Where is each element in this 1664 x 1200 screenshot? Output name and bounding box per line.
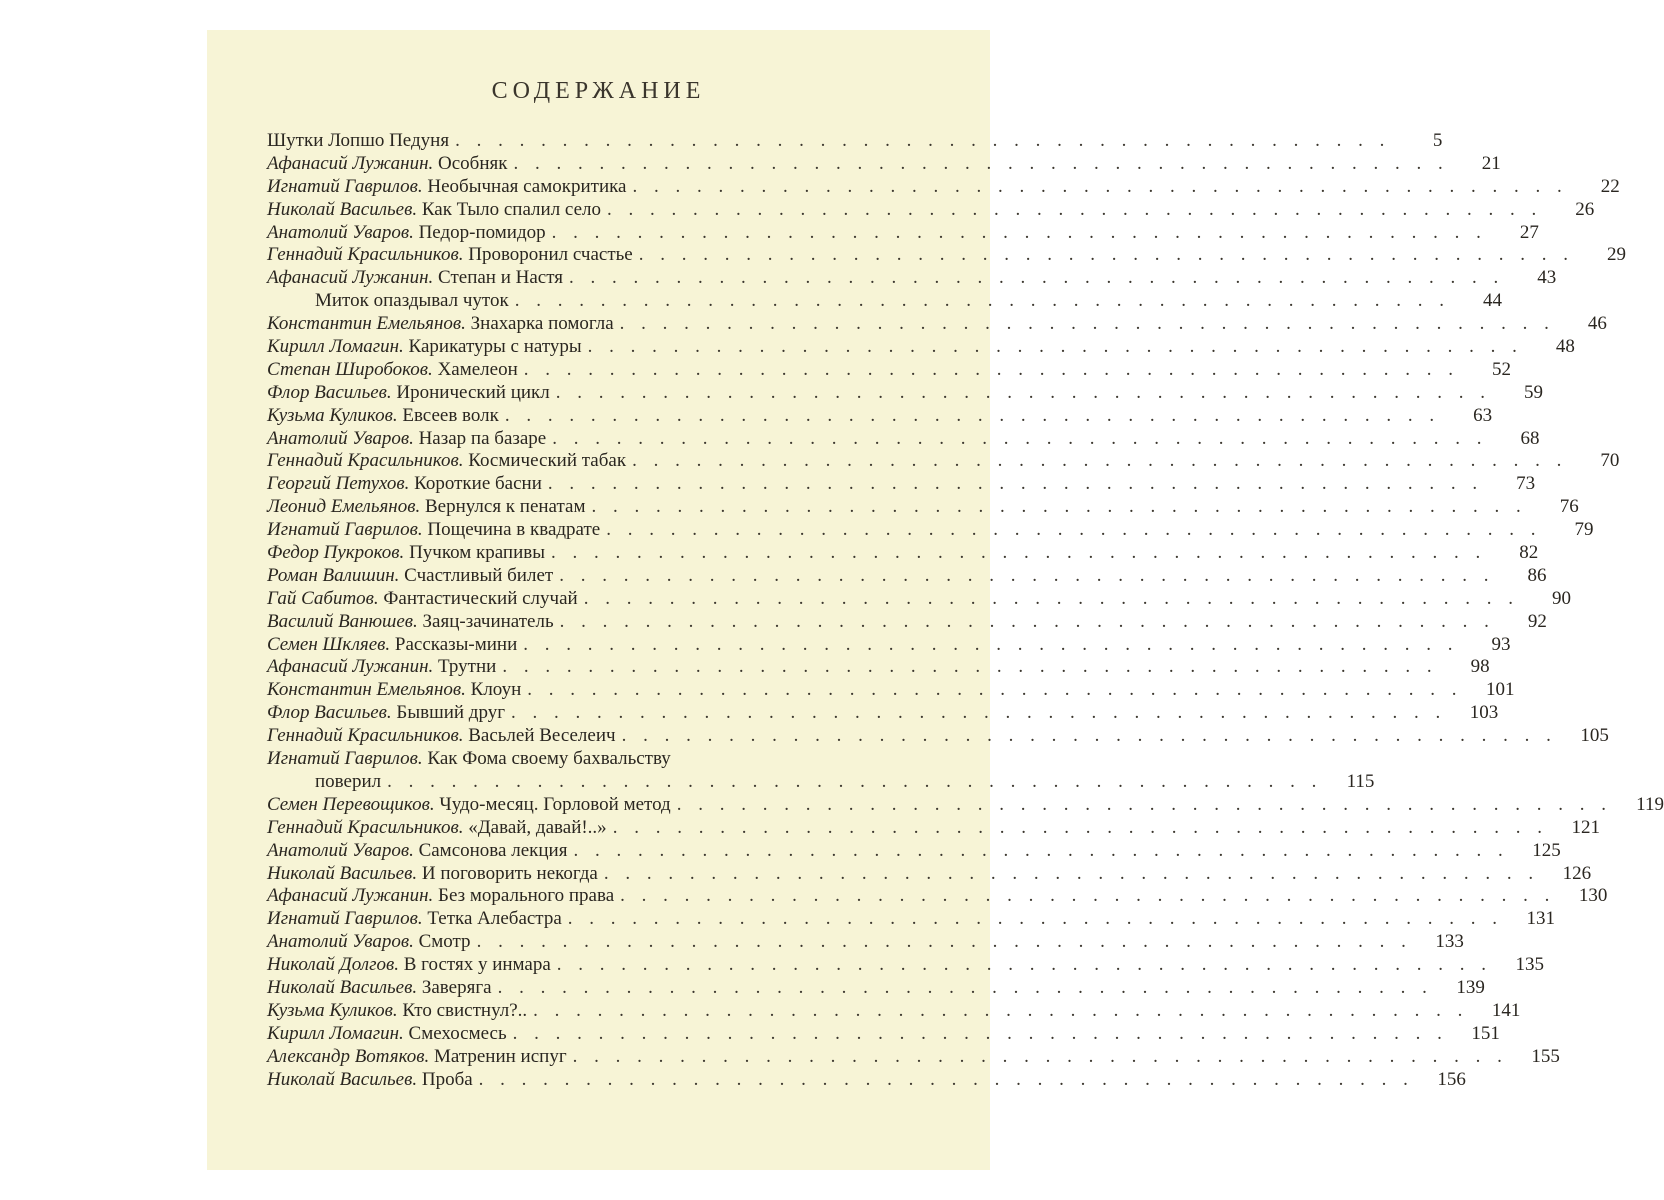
toc-author: Кузьма Куликов. — [267, 404, 398, 426]
toc-title: Проба — [421, 1068, 473, 1090]
toc-entry-text — [267, 1046, 1508, 1069]
toc-page-number: 155 — [1531, 1045, 1560, 1067]
toc-entry-text — [267, 725, 1557, 748]
toc-author: Анатолий Уваров. — [267, 427, 414, 449]
leader-dots: . . . . . . . . . . . . . . . . . . . . . . . . . . . . . . . . . . . . . . . . . . . . — [555, 381, 1491, 403]
toc-page-number: 27 — [1519, 221, 1539, 243]
toc-title: Самсонова лекция — [418, 839, 568, 861]
toc-author: Федор Пукроков. — [267, 542, 405, 564]
toc-entry-text — [267, 817, 1548, 840]
toc-entry — [267, 152, 1501, 176]
toc-page-number: 101 — [1486, 679, 1515, 701]
toc-entry — [267, 1068, 1466, 1092]
toc-entry-text — [267, 977, 1433, 1000]
toc-author: Константин Емельянов. — [267, 679, 466, 701]
toc-entry-text — [267, 863, 1539, 886]
toc-author: Кирилл Ломагин. — [267, 1022, 404, 1044]
toc-title: Фантастический случай — [383, 587, 578, 609]
toc-entry-text — [267, 519, 1541, 542]
leader-dots: . . . . . . . . . . . . . . . . . . . . . . . . . . . . . . . . . . . . . . . . . . . . — [583, 587, 1519, 609]
toc-entry-text — [267, 382, 1491, 405]
leader-dots: . . . . . . . . . . . . . . . . . . . . . . . . . . . . . . . . . . . . . . . . . . . . — [619, 313, 1555, 335]
toc-entry-text — [267, 1023, 1448, 1046]
toc-entry — [267, 702, 1499, 725]
toc-title: Знахарка помогла — [470, 313, 614, 335]
toc-title: И поговорить некогда — [421, 862, 598, 884]
leader-dots: . . . . . . . . . . . . . . . . . . . . . . . . . . . . . . . . . . . . . . . . . . . . — [573, 839, 1509, 861]
leader-dots: . . . . . . . . . . . . . . . . . . . . . . . . . . . . . . . . . . . . . . . . . . . . — [612, 816, 1548, 838]
toc-entry-text — [267, 931, 1412, 954]
leader-dots: . . . . . . . . . . . . . . . . . . . . . . . . . . . . . . . . . . . . . . . . . . . . — [502, 656, 1438, 678]
toc-entry — [267, 496, 1579, 519]
toc-entry-text — [267, 634, 1459, 657]
toc-page-number: 135 — [1515, 954, 1545, 976]
toc-entry-text — [267, 1069, 1414, 1092]
toc-author: Анатолий Уваров. — [267, 931, 414, 953]
toc-page-number: 141 — [1491, 999, 1521, 1021]
toc-page-number: 133 — [1435, 931, 1464, 953]
toc-author: Кузьма Куликов. — [267, 999, 398, 1021]
toc-title: Без морального права — [438, 885, 615, 907]
toc-entry-text — [267, 153, 1449, 176]
toc-author: Геннадий Красильников. — [267, 450, 464, 472]
toc-entry — [267, 587, 1571, 611]
toc-page-number: 156 — [1437, 1068, 1466, 1090]
leader-dots: . . . . . . . . . . . . . . . . . . . . . . . . . . . . . . . . . . . . . . . . . . . . — [621, 725, 1557, 747]
toc-author: Игнатий Гаврилов. — [267, 748, 423, 770]
toc-page-number: 29 — [1606, 244, 1626, 266]
toc-title: Миток опаздывал чуток — [315, 290, 509, 312]
toc-title: Карикатуры с натуры — [408, 336, 582, 358]
toc-title: Смехосмесь — [408, 1022, 507, 1044]
toc-entry — [267, 1022, 1500, 1046]
toc-entry — [267, 175, 1620, 199]
toc-title: Заверяга — [421, 976, 492, 998]
leader-dots: . . . . . . . . . . . . . . . . . . . . . . . . . . . . . . . . . . . . . . . . . . . . — [523, 633, 1459, 655]
toc-entry — [267, 748, 885, 771]
toc-author: Николай Васильев. — [267, 976, 418, 998]
toc-entry-text — [267, 267, 1504, 290]
leader-dots: . . . . . . . . . . . . . . . . . . . . . . . . . . . . . . . . . . . . . . . . . . . . — [533, 999, 1469, 1021]
toc-author: Геннадий Красильников. — [267, 816, 464, 838]
toc-author: Николай Васильев. — [267, 198, 418, 220]
toc-author: Николай Долгов. — [267, 954, 399, 976]
toc-author: Афанасий Лужанин. — [267, 885, 434, 907]
toc-entry-text — [267, 794, 1612, 817]
leader-dots: . . . . . . . . . . . . . . . . . . . . . . . . . . . . . . . . . . . . . . . . . . . . — [497, 976, 1433, 998]
leader-dots: . . . . . . . . . . . . . . . . . . . . . . . . . . . . . . . . . . . . . . . . . . . . — [559, 564, 1495, 586]
toc-title: Счастливый билет — [404, 564, 554, 586]
toc-entry — [267, 336, 1575, 359]
toc-author: Игнатий Гаврилов. — [267, 519, 423, 541]
toc-title: Назар па базаре — [418, 427, 547, 449]
toc-title: Пучком крапивы — [409, 542, 546, 564]
toc-entry-text — [267, 176, 1568, 199]
toc-author: Семен Шкляев. — [267, 633, 391, 655]
toc-page-number: 98 — [1470, 656, 1490, 678]
toc-author: Гай Сабитов. — [267, 587, 379, 609]
toc-title: Иронический цикл — [396, 381, 550, 403]
leader-dots: . . . . . . . . . . . . . . . . . . . . . . . . . . . . . . . . . . . . . . . . . . . . — [559, 610, 1495, 632]
toc-entry — [267, 542, 1539, 565]
toc-author: Константин Емельянов. — [267, 313, 466, 335]
toc-page-number: 130 — [1578, 885, 1608, 907]
toc-page-number: 92 — [1527, 610, 1547, 632]
toc-entry — [267, 816, 1600, 840]
toc-entry — [267, 404, 1493, 428]
toc-author: Роман Валишин. — [267, 564, 400, 586]
toc-title: Особняк — [438, 152, 508, 174]
toc-title: Вернулся к пенатам — [424, 496, 586, 518]
toc-page-number: 63 — [1473, 404, 1493, 426]
leader-dots: . . . . . . . . . . . . . . . . . . . . . . . . . . . . . . . . . . . . . . . . . . . . — [638, 244, 1574, 266]
toc-entry-text — [267, 885, 1555, 908]
toc-page-number: 26 — [1575, 198, 1595, 220]
toc-entry — [267, 427, 1540, 451]
toc-entry-text — [267, 359, 1459, 382]
toc-page-number: 105 — [1580, 725, 1609, 747]
leader-dots: . . . . . . . . . . . . . . . . . . . . . . . . . . . . . . . . . . . . . . . . . . . . — [632, 450, 1568, 472]
toc-entry — [267, 221, 1539, 245]
toc-entry-text — [267, 565, 1494, 588]
toc-page-number: 90 — [1551, 587, 1571, 609]
toc-page-number: 22 — [1600, 175, 1620, 197]
leader-dots: . . . . . . . . . . . . . . . . . . . . . . . . . . . . . . . . . . . . . . . . . . . . — [514, 290, 1450, 312]
toc-entry-text — [267, 588, 1519, 611]
toc-entry — [267, 198, 1595, 222]
toc-entry-text — [267, 679, 1463, 702]
leader-dots: . . . . . . . . . . . . . . . . . . . . . . . . . . . . . . . . . . . . . . . . . . . . — [527, 679, 1463, 701]
toc-entry-text — [267, 473, 1483, 496]
toc-entry — [267, 770, 1375, 794]
toc-entry-text — [267, 130, 1390, 153]
toc-title: Заяц-зачинатель — [422, 610, 554, 632]
toc-entry-text — [315, 771, 1322, 794]
toc-page-number: 46 — [1587, 313, 1607, 335]
leader-dots: . . . . . . . . . . . . . . . . . . . . . . . . . . . . . . . . . . . . . . . . . . . . — [572, 1045, 1508, 1067]
toc-page-number: 151 — [1471, 1022, 1500, 1044]
table-of-contents — [267, 130, 1664, 1091]
toc-page-number: 48 — [1555, 336, 1575, 358]
toc-title: Чудо-месяц. Горловой метод — [439, 793, 671, 815]
toc-author: Анатолий Уваров. — [267, 221, 414, 243]
leader-dots: . . . . . . . . . . . . . . . . . . . . . . . . . . . . . . . . . . . . . . . . . . . . — [523, 358, 1460, 380]
toc-entry — [267, 885, 1608, 908]
toc-entry — [267, 267, 1557, 290]
toc-title: поверил — [315, 770, 382, 792]
toc-entry-text — [267, 748, 833, 771]
leader-dots: . . . . . . . . . . . . . . . . . . . . . . . . . . . . . . . . . . . . . . . . . . . . — [587, 336, 1523, 358]
toc-page-number: 125 — [1532, 839, 1561, 861]
toc-title: Пощечина в квадрате — [427, 519, 601, 541]
leader-dots: . . . . . . . . . . . . . . . . . . . . . . . . . . . . . . . . . . . . . . . . . . . . — [512, 1022, 1448, 1044]
toc-entry — [267, 519, 1594, 542]
toc-entry — [267, 725, 1609, 748]
toc-title: Трутни — [438, 656, 497, 678]
leader-dots: . . . . . . . . . . . . . . . . . . . . . . . . . . . . . . . . . . . . . . . . . . . . — [603, 862, 1540, 884]
toc-author: Кирилл Ломагин. — [267, 336, 404, 358]
toc-entry-text — [267, 313, 1555, 336]
toc-entry — [267, 473, 1536, 496]
toc-entry — [267, 908, 1556, 931]
toc-author: Анатолий Уваров. — [267, 839, 414, 861]
toc-page-number: 119 — [1636, 793, 1664, 815]
toc-title: Как Фома своему бахвальству — [427, 748, 671, 770]
leader-dots: . . . . . . . . . . . . . . . . . . . . . . . . . . . . . . . . . . . . . . . . . . . . — [547, 473, 1484, 495]
toc-entry — [267, 976, 1485, 1000]
page-heading: СОДЕРЖАНИЕ — [491, 78, 706, 104]
toc-author: Александр Вотяков. — [267, 1045, 430, 1067]
toc-page-number: 70 — [1600, 450, 1620, 472]
toc-entry — [267, 633, 1511, 657]
toc-page-number: 52 — [1492, 358, 1512, 380]
toc-entry — [267, 358, 1512, 382]
toc-entry — [267, 793, 1664, 817]
toc-author: Леонид Емельянов. — [267, 496, 421, 518]
toc-entry — [267, 862, 1592, 886]
toc-entry-text — [267, 428, 1488, 451]
toc-entry-text — [267, 405, 1440, 428]
leader-dots: . . . . . . . . . . . . . . . . . . . . . . . . . . . . . . . . . . . . . . . . . . . . — [504, 404, 1441, 426]
toc-title: Короткие басни — [414, 473, 542, 495]
toc-entry — [267, 1045, 1560, 1069]
toc-author: Флор Васильев. — [267, 702, 392, 724]
toc-entry-text — [267, 656, 1438, 679]
toc-author: Николай Васильев. — [267, 862, 418, 884]
leader-dots: . . . . . . . . . . . . . . . . . . . . . . . . . . . . . . . . . . . . . . . . . . . . — [569, 267, 1505, 289]
toc-entry — [267, 839, 1561, 863]
toc-entry-text — [267, 336, 1523, 359]
leader-dots: . . . . . . . . . . . . . . . . . . . . . . . . . . . . . . . . . . . . . . . . . . . . — [676, 793, 1612, 815]
toc-entry — [267, 290, 1502, 313]
leader-dots: . . . . . . . . . . . . . . . . . . . . . . . . . . . . . . . . . . . . . . . . . . . . — [551, 221, 1487, 243]
toc-page-number: 82 — [1519, 542, 1539, 564]
toc-author: Николай Васильев. — [267, 1068, 418, 1090]
toc-page-number: 121 — [1571, 816, 1600, 838]
toc-entry-text — [267, 199, 1542, 222]
toc-author: Геннадий Красильников. — [267, 725, 464, 747]
toc-author: Степан Широбоков. — [267, 358, 433, 380]
leader-dots: . . . . . . . . . . . . . . . . . . . . . . . . . . . . . . . . . . . . . . . . . . . . — [455, 130, 1391, 151]
book-page — [207, 30, 1664, 1170]
toc-page-number: 5 — [1432, 130, 1443, 151]
toc-page-number: 103 — [1469, 702, 1499, 724]
toc-author: Георгий Петухов. — [267, 473, 410, 495]
toc-entry-text — [267, 954, 1492, 977]
toc-author: Флор Васильев. — [267, 381, 392, 403]
toc-author: Игнатий Гаврилов. — [267, 175, 423, 197]
toc-entry — [267, 381, 1543, 405]
leader-dots: . . . . . . . . . . . . . . . . . . . . . . . . . . . . . . . . . . . . . . . . . . . . — [387, 770, 1323, 792]
toc-title: Шутки Лопшо Педуня — [267, 130, 450, 151]
toc-title: Евсеев волк — [402, 404, 499, 426]
toc-page-number: 93 — [1491, 633, 1511, 655]
toc-title: Смотр — [418, 931, 471, 953]
toc-page-number: 86 — [1527, 564, 1547, 586]
toc-entry-text — [267, 496, 1527, 519]
toc-entry — [267, 931, 1464, 954]
toc-title: В гостях у инмара — [403, 954, 551, 976]
toc-author: Василий Ванюшев. — [267, 610, 418, 632]
toc-entry-text — [267, 840, 1509, 863]
toc-title: Как Тыло спалил село — [421, 198, 601, 220]
toc-author: Семен Перевощиков. — [267, 793, 435, 815]
toc-entry — [267, 999, 1521, 1023]
toc-entry — [267, 244, 1626, 267]
leader-dots: . . . . . . . . . . . . . . . . . . . . . . . . . . . . . . . . . . . . . . . . . . . . — [476, 931, 1412, 953]
toc-title: Клоун — [470, 679, 522, 701]
toc-title: Степан и Настя — [438, 267, 564, 289]
toc-author: Геннадий Красильников. — [267, 244, 464, 266]
toc-title: Космический табак — [468, 450, 627, 472]
leader-dots: . . . . . . . . . . . . . . . . . . . . . . . . . . . . . . . . . . . . . . . . . . . . — [551, 542, 1487, 564]
toc-entry-text — [267, 222, 1487, 245]
toc-entry-text — [267, 908, 1503, 931]
toc-title: Педор-помидор — [418, 221, 546, 243]
toc-entry-text — [267, 1000, 1468, 1023]
toc-author: Афанасий Лужанин. — [267, 656, 434, 678]
toc-author: Афанасий Лужанин. — [267, 267, 434, 289]
leader-dots: . . . . . . . . . . . . . . . . . . . . . . . . . . . . . . . . . . . . . . . . . . . . — [607, 198, 1543, 220]
toc-page-number: 79 — [1574, 519, 1594, 541]
toc-entry — [267, 564, 1547, 588]
toc-title: Бывший друг — [396, 702, 505, 724]
toc-title: Проворонил счастье — [468, 244, 633, 266]
toc-author: Игнатий Гаврилов. — [267, 908, 423, 930]
toc-title: Тетка Алебастра — [427, 908, 562, 930]
leader-dots: . . . . . . . . . . . . . . . . . . . . . . . . . . . . . . . . . . . . . . . . . . . . — [511, 702, 1447, 724]
toc-entry-text — [267, 542, 1486, 565]
toc-entry-text — [267, 702, 1446, 725]
toc-page-number: 73 — [1516, 473, 1536, 495]
toc-page-number: 115 — [1346, 770, 1375, 792]
toc-entry-text — [267, 244, 1574, 267]
toc-page-number: 59 — [1524, 381, 1543, 403]
toc-title: Рассказы-мини — [394, 633, 518, 655]
toc-page-number: 76 — [1559, 496, 1579, 518]
toc-title: Матренин испуг — [434, 1045, 567, 1067]
leader-dots: . . . . . . . . . . . . . . . . . . . . . . . . . . . . . . . . . . . . . . . . . . . . — [620, 885, 1556, 907]
toc-page-number: 131 — [1526, 908, 1556, 930]
toc-title: Кто свистнул?.. — [402, 999, 528, 1021]
toc-entry — [267, 679, 1515, 702]
toc-page-number: 43 — [1537, 267, 1557, 289]
toc-title: «Давай, давай!..» — [468, 816, 607, 838]
toc-entry-text — [267, 450, 1567, 473]
toc-entry — [267, 656, 1490, 679]
toc-entry-text — [267, 611, 1495, 634]
toc-entry — [267, 954, 1545, 977]
toc-title: Хамелеон — [437, 358, 518, 380]
toc-title: Необычная самокритика — [427, 175, 627, 197]
toc-entry-text — [315, 290, 1450, 313]
toc-entry — [267, 610, 1547, 634]
leader-dots: . . . . . . . . . . . . . . . . . . . . . . . . . . . . . . . . . . . . . . . . . . . . — [552, 427, 1488, 449]
leader-dots: . . . . . . . . . . . . . . . . . . . . . . . . . . . . . . . . . . . . . . . . . . . . — [591, 496, 1527, 518]
leader-dots: . . . . . . . . . . . . . . . . . . . . . . . . . . . . . . . . . . . . . . . . . . . . — [632, 175, 1568, 197]
toc-title: Васьлей Веселеич — [468, 725, 616, 747]
toc-entry — [267, 313, 1607, 336]
toc-entry — [267, 450, 1620, 473]
toc-page-number: 139 — [1456, 976, 1485, 998]
leader-dots: . . . . . . . . . . . . . . . . . . . . . . . . . . . . . . . . . . . . . . . . . . . . — [513, 152, 1449, 174]
leader-dots: . . . . . . . . . . . . . . . . . . . . . . . . . . . . . . . . . . . . . . . . . . . . — [478, 1068, 1414, 1090]
toc-page-number: 21 — [1481, 152, 1501, 174]
toc-author: Афанасий Лужанин. — [267, 152, 434, 174]
toc-page-number: 126 — [1562, 862, 1592, 884]
leader-dots: . . . . . . . . . . . . . . . . . . . . . . . . . . . . . . . . . . . . . . . . . . . . — [556, 954, 1493, 976]
toc-page-number: 68 — [1520, 427, 1540, 449]
leader-dots: . . . . . . . . . . . . . . . . . . . . . . . . . . . . . . . . . . . . . . . . . . . . — [567, 908, 1504, 930]
toc-entry — [267, 130, 1443, 153]
leader-dots: . . . . . . . . . . . . . . . . . . . . . . . . . . . . . . . . . . . . . . . . . . . . — [606, 519, 1542, 541]
toc-page-number: 44 — [1482, 290, 1502, 312]
